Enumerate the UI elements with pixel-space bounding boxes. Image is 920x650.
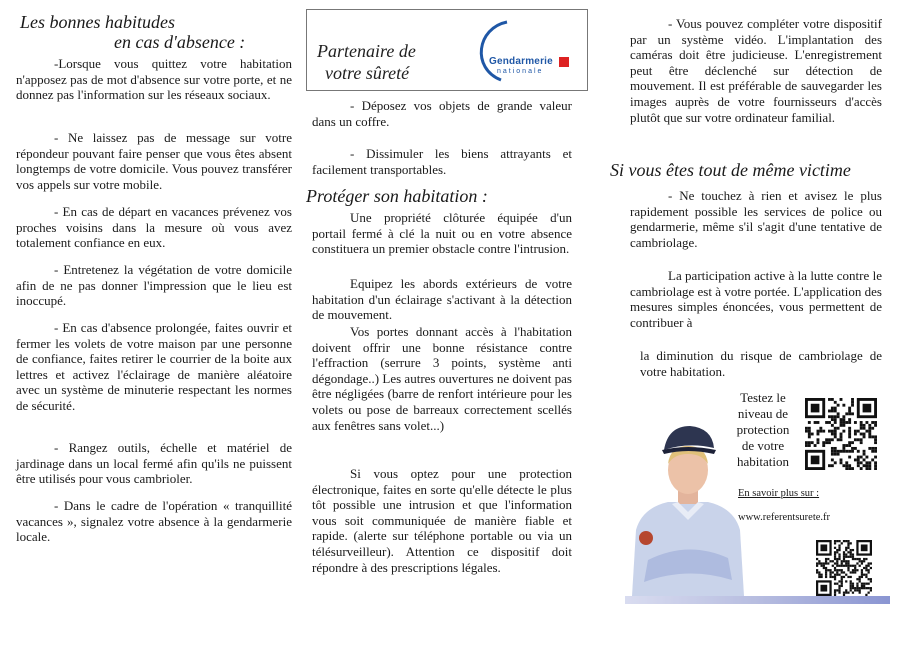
partner-badge	[306, 9, 588, 91]
qr-code-icon[interactable]	[803, 398, 879, 470]
flag-red-icon	[559, 57, 569, 67]
paragraph-safe: - Déposez vos objets de grande valeur dans un coffre.	[312, 98, 572, 129]
badge-line2: votre sûreté	[325, 63, 410, 83]
section-title-line1: Les bonnes habitudes	[20, 12, 175, 32]
paragraph-tranquillite-vacances: - Dans le cadre de l'opération « tranquillité vacances », signalez votre absence à la gendarmerie locale.	[16, 498, 292, 545]
website-link[interactable]: www.referentsurete.fr	[738, 512, 831, 523]
paragraph-hide-goods: - Dissimuler les biens attrayants et facilement transportables.	[312, 146, 572, 177]
paragraph-fenced-property: Une propriété clôturée équipée d'un portail fermé à clé la nuit ou en votre absence constituera un premier obstacle contre l'intrusion.	[312, 210, 572, 257]
paragraph-video-system: - Vous pouvez compléter votre dispositif par un système vidéo. L'implantation des caméras doit être judicieuse. L'enregistrement peut être déclenché sur détection de mouvement. Il est préférable de sauvegarder les images auprès de votre fournisseurs d'accès plutôt que sur votre ordinateur familial.	[630, 16, 882, 125]
paragraph-dont-touch: - Ne touchez à rien et avisez le plus rapidement possible les services de police ou gendarmerie, même s'il s'agit d'une tentative de cambriolage.	[630, 188, 882, 250]
gendarmerie-logo-subtext: nationale	[497, 68, 544, 75]
paragraph-electronic-protection: Si vous optez pour une protection électronique, faites en sorte qu'elle détecte le plus tôt possible une intrusion et que l'information vous soit communiquée de manière fiable et rapide. (alerte sur téléphone portable ou via un télésurveilleur). Attention ce dispositif doit répondre à des prescriptions légales.	[312, 466, 572, 575]
badge-title	[317, 40, 416, 84]
paragraph-vegetation: - Entretenez la végétation de votre domicile afin de ne pas donner l'impression que le lieu est inoccupé.	[16, 262, 292, 309]
section-title-line2: en cas d'absence :	[114, 32, 246, 52]
paragraph-tools: - Rangez outils, échelle et matériel de jardinage dans un local fermé afin qu'ils ne puissent être utilisés pour vous cambrioler.	[16, 440, 292, 487]
more-info-label: En savoir plus sur :	[738, 488, 820, 499]
paragraph-prolonged-absence: - En cas d'absence prolongée, faites ouvrir et fermer les volets de votre maison par une personne de confiance, faites retirer le courrier de la boite aux lettres et activez l'éclairage de manière aléatoire avec un système de minuterie respectant les normes de sécurité.	[16, 320, 292, 413]
paragraph-absence-sign: -Lorsque vous quittez votre habitation n'apposez pas de mot d'absence sur votre porte, et ne donnez pas l'information sur les réseaux sociaux.	[16, 56, 292, 103]
paragraph-neighbors: - En cas de départ en vacances prévenez vos proches voisins dans la mesure où vous avez totalement confiance en eux.	[16, 204, 292, 251]
paragraph-participation: La participation active à la lutte contre le cambriolage est à votre portée. L'application des mesures simples énoncées, vous permettent de contribuer à	[630, 268, 882, 330]
gendarmerie-logo-text: Gendarmerie	[489, 56, 553, 67]
gendarme-officer-illustration	[628, 420, 748, 596]
paragraph-lighting: Equipez les abords extérieurs de votre habitation d'un éclairage s'activant à la détection de mouvement.	[312, 276, 572, 323]
test-protection-text: Testez le niveau de protection de votre habitation	[736, 390, 790, 469]
qr-code-icon[interactable]	[815, 540, 873, 596]
section-heading-victim: Si vous êtes tout de même victime	[610, 160, 851, 180]
badge-line1: Partenaire de	[317, 41, 416, 61]
paragraph-risk-reduction: la diminution du risque de cambriolage de votre habitation.	[640, 348, 882, 379]
paragraph-doors: Vos portes donnant accès à l'habitation doivent offrir une bonne résistance contre l'effraction (serrure 3 points, système anti dégondage..) Les autres ouvertures ne doivent pas être négligées (barre de renfort intérieure pour les volets ou pose de barreaux correctement scellés aux fenêtres sans volet...)	[312, 324, 572, 433]
decorative-gradient-bar	[625, 596, 890, 604]
paragraph-answering-machine: - Ne laissez pas de message sur votre répondeur pouvant faire penser que vous êtes absent longtemps de votre domicile. Vous pouvez transférer vos appels sur votre mobile.	[16, 130, 292, 192]
section-heading-protect: Protéger son habitation :	[306, 186, 488, 206]
